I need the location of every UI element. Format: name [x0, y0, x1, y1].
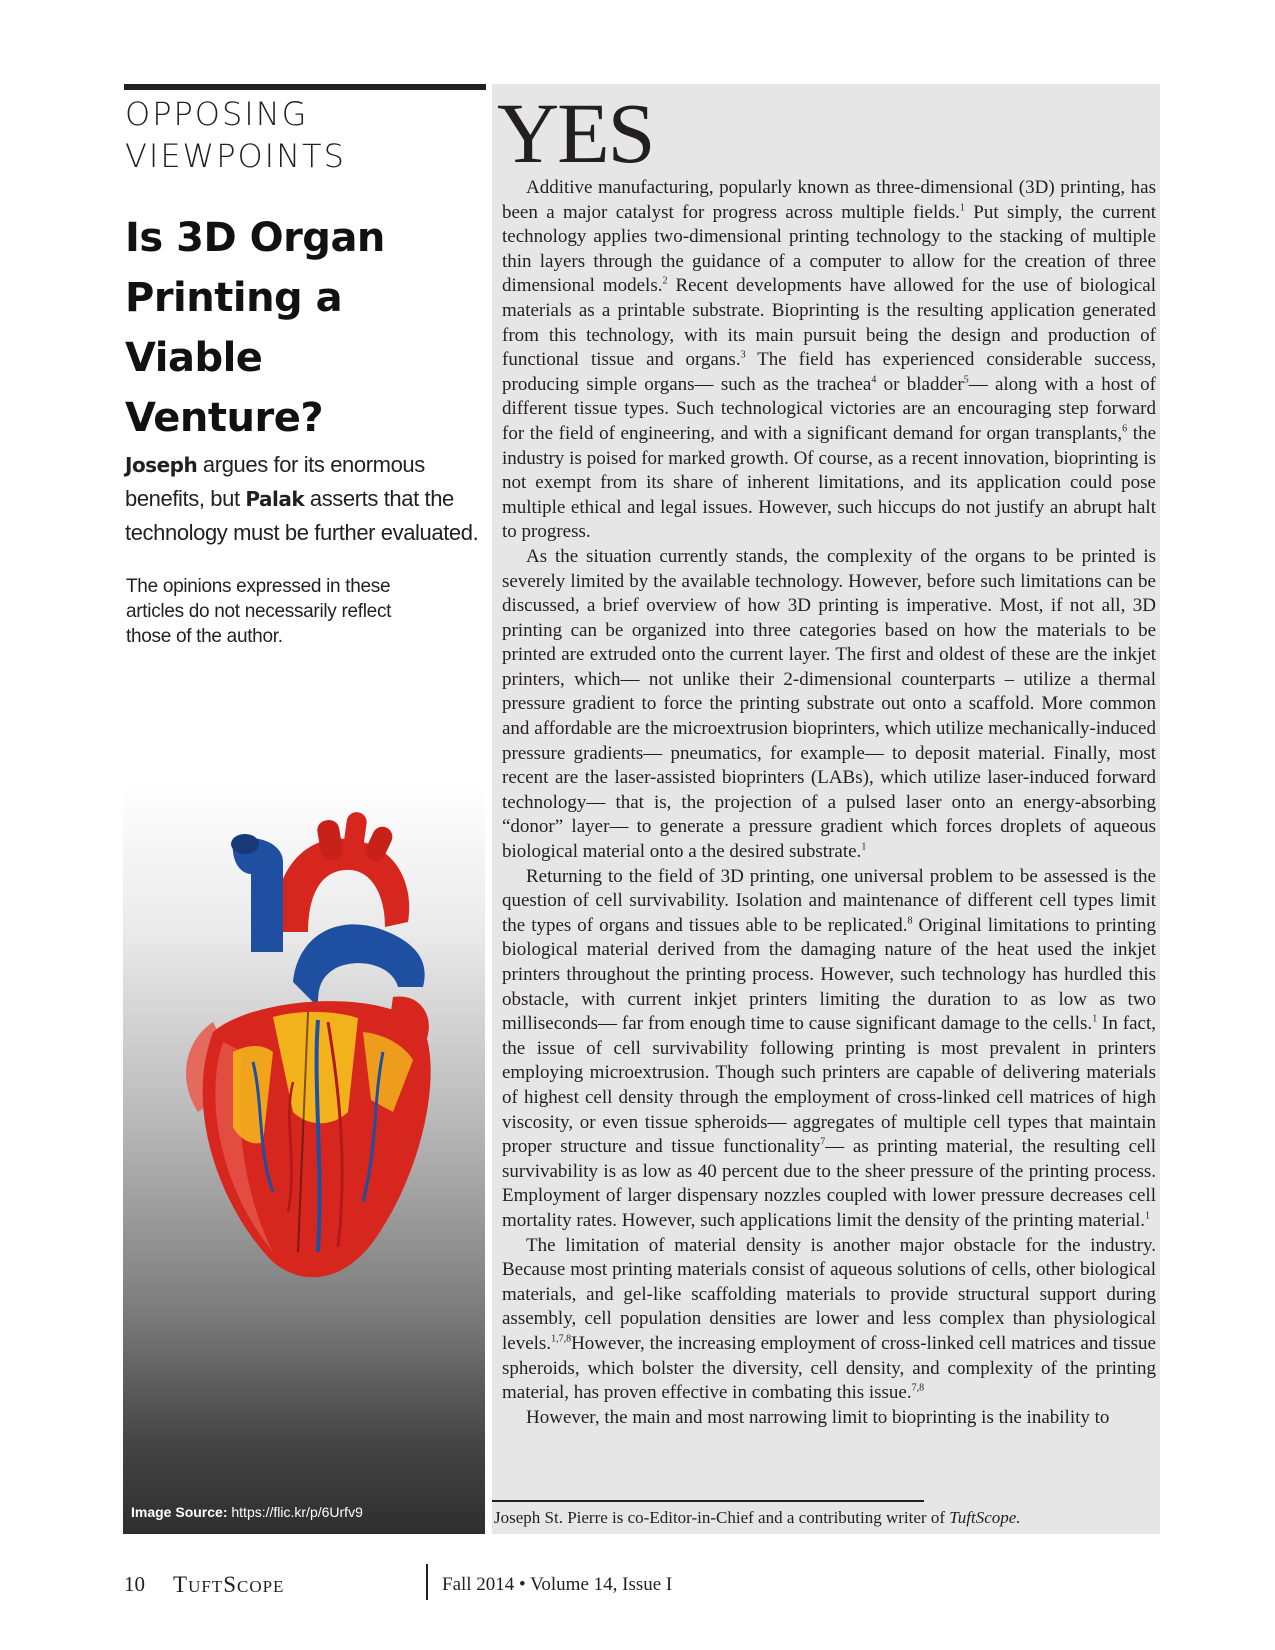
image-source-link[interactable]: https://flic.kr/p/6Urfv9 [231, 1504, 363, 1520]
issue-info: Fall 2014 • Volume 14, Issue I [442, 1574, 673, 1595]
vena-cava [233, 838, 283, 952]
article-body [502, 176, 1156, 1430]
article-paragraph: Additive manufacturing, popularly known as three-dimensional (3D) printing, has been a major catalyst for progress across multiple fields.$^1$ Put simply, the current technology applies two-dimensional printing technology to the stacking of multiple thin layers through the guidance of a computer to allow for the creation of three dimensional models.$^2$ Recent developments have allowed for the use of biological materials as a printable substrate. Bioprinting is the resulting application generated from this technology, with its main pursuit being the design and production of functional tissue and organs.$^3$ The field has experienced considerable success, producing simple organs— such as the trachea$^4$ or bladder$^5$— along with a host of different tissue types. Such technological victories are an encouraging step forward for the field of engineering, and with a significant demand for organ transplants,$^6$ the industry is poised for marked growth. Of course, as a recent innovation, bioprinting is not exempt from its share of inherent limitations, and its application could pose multiple ethical and legal issues. However, such hiccups do not justify an abrupt halt to progress. [502, 177, 1157, 543]
heart-image-panel [123, 782, 485, 1534]
publication-name: TuftScope. [949, 1508, 1021, 1527]
bio-rule [492, 1500, 924, 1502]
citation: 3 [740, 349, 746, 361]
article-paragraph: The limitation of material density is another major obstacle for the industry. Because most printing materials consist of aqueous solutions of cells, other biological materials, and gel-like scaffolding materials to provide structural support during assembly, cell population densities are lower and less complex than physiological levels.$^{1,7,8}$However, the increasing employment of cross-linked cell matrices and tissue spheroids, which bolster the diversity, cell density, and complexity of the printing material, has proven effective in combating this issue.$^{7,8}$ [502, 1234, 1156, 1404]
disclaimer-line: The opinions expressed in these [126, 576, 391, 597]
journal-name: TUFTSCOPE [173, 1572, 285, 1597]
citation: 1 [1144, 1210, 1150, 1222]
author-bio: Joseph St. Pierre is co-Editor-in-Chief and a contributing writer of TuftScope. [494, 1508, 1021, 1527]
citation: 1 [861, 841, 867, 853]
image-source-label: Image Source: [131, 1504, 228, 1520]
title-line: Venture? [125, 395, 324, 441]
citation: 8 [907, 915, 913, 927]
title-line: Printing a Viable [125, 275, 343, 381]
kicker-line: VIEWPOINTS [125, 137, 346, 175]
disclaimer-line: those of the author. [126, 626, 283, 647]
author-name-joseph: Joseph [125, 453, 198, 477]
citation: 6 [1122, 423, 1128, 435]
article-paragraph: Returning to the field of 3D printing, one universal problem to be assessed is the question of cell survivability. Isolation and maintenance of different cell types limit the types of organs and tissues able to be replicated.$^8$ Original limitations to printing biological material derived from the damaging nature of the heat used the inkjet printers throughout the printing process. However, such technology has hurdled this obstacle, with current inkjet printers limiting the duration to as low as two milliseconds— far from enough time to cause significant damage to the cells.$^1$ In fact, the issue of cell survivability following printing is most prevalent in printers employing microextrusion. Though such printers are capable of delivering materials of highest cell density through the employment of cross-linked cell matrices of high viscosity, or even tissue spheroids— aggregates of multiple cell types that maintain proper structure and tissue functionality$^7$— as printing material, the resulting cell survivability is as low as 40 percent due to the sheer pressure of the printing process. Employment of larger dispensary nozzles coupled with lower pressure decreases cell mortality rates. However, such applications limit the density of the printing material.$^1$ [502, 865, 1157, 1231]
author-name-palak: Palak [245, 487, 305, 511]
deck-text: asserts that the technology must be further evaluated. [125, 486, 479, 545]
citation: 4 [871, 374, 877, 386]
disclaimer-line: articles do not necessarily reflect [126, 601, 392, 622]
footer-divider [426, 1564, 428, 1600]
article-paragraph: However, the main and most narrowing limit to bioprinting is the inability to [526, 1406, 1110, 1428]
pulmonary-artery [293, 924, 425, 1007]
title-line: Is 3D Organ [125, 215, 385, 261]
citation: 5 [963, 374, 969, 386]
kicker-line: OPPOSING [125, 95, 309, 133]
opinion-disclaimer [126, 574, 426, 649]
citation: 2 [662, 276, 668, 288]
article-paragraph: As the situation currently stands, the complexity of the organs to be printed is severely limited by the available technology. However, before such limitations can be discussed, a brief overview of how 3D printing is imperative. Most, if not all, 3D printing can be organized into three categories based on how the materials to be printed are extruded onto the current layer. The first and oldest of these are the inkjet printers, which— not unlike their 2-dimensional counterparts – utilize a thermal pressure gradient to force the printing substrate out onto a scaffold. More common and affordable are the microextrusion bioprinters, which utilize mechanically-induced pressure gradients— pneumatics, for example— to deposit material. Finally, most recent are the laser-assisted bioprinters (LABs), which utilize laser-induced forward technology— that is, the projection of a pulsed laser onto an energy-absorbing “donor” layer— to generate a pressure gradient which forces droplets of aqueous biological material onto a the desired substrate.$^1$ [502, 545, 1156, 863]
citation: 7,8 [911, 1382, 925, 1394]
deck-text: argues for its enormous benefits, but [125, 452, 425, 511]
vessel-opening [231, 834, 259, 854]
citation: 1 [959, 202, 965, 214]
heart-model-illustration [123, 782, 485, 1534]
citation: 1 [1092, 1013, 1098, 1025]
sidebar-top-rule [124, 84, 486, 90]
page-title [125, 208, 485, 448]
image-source-credit [131, 1504, 363, 1520]
article-deck [125, 448, 485, 549]
page-number: 10 [124, 1572, 145, 1596]
article-heading: YES [497, 85, 654, 181]
section-kicker [125, 93, 485, 177]
citation: 1,7,8 [551, 1333, 572, 1345]
citation: 7 [820, 1136, 826, 1148]
